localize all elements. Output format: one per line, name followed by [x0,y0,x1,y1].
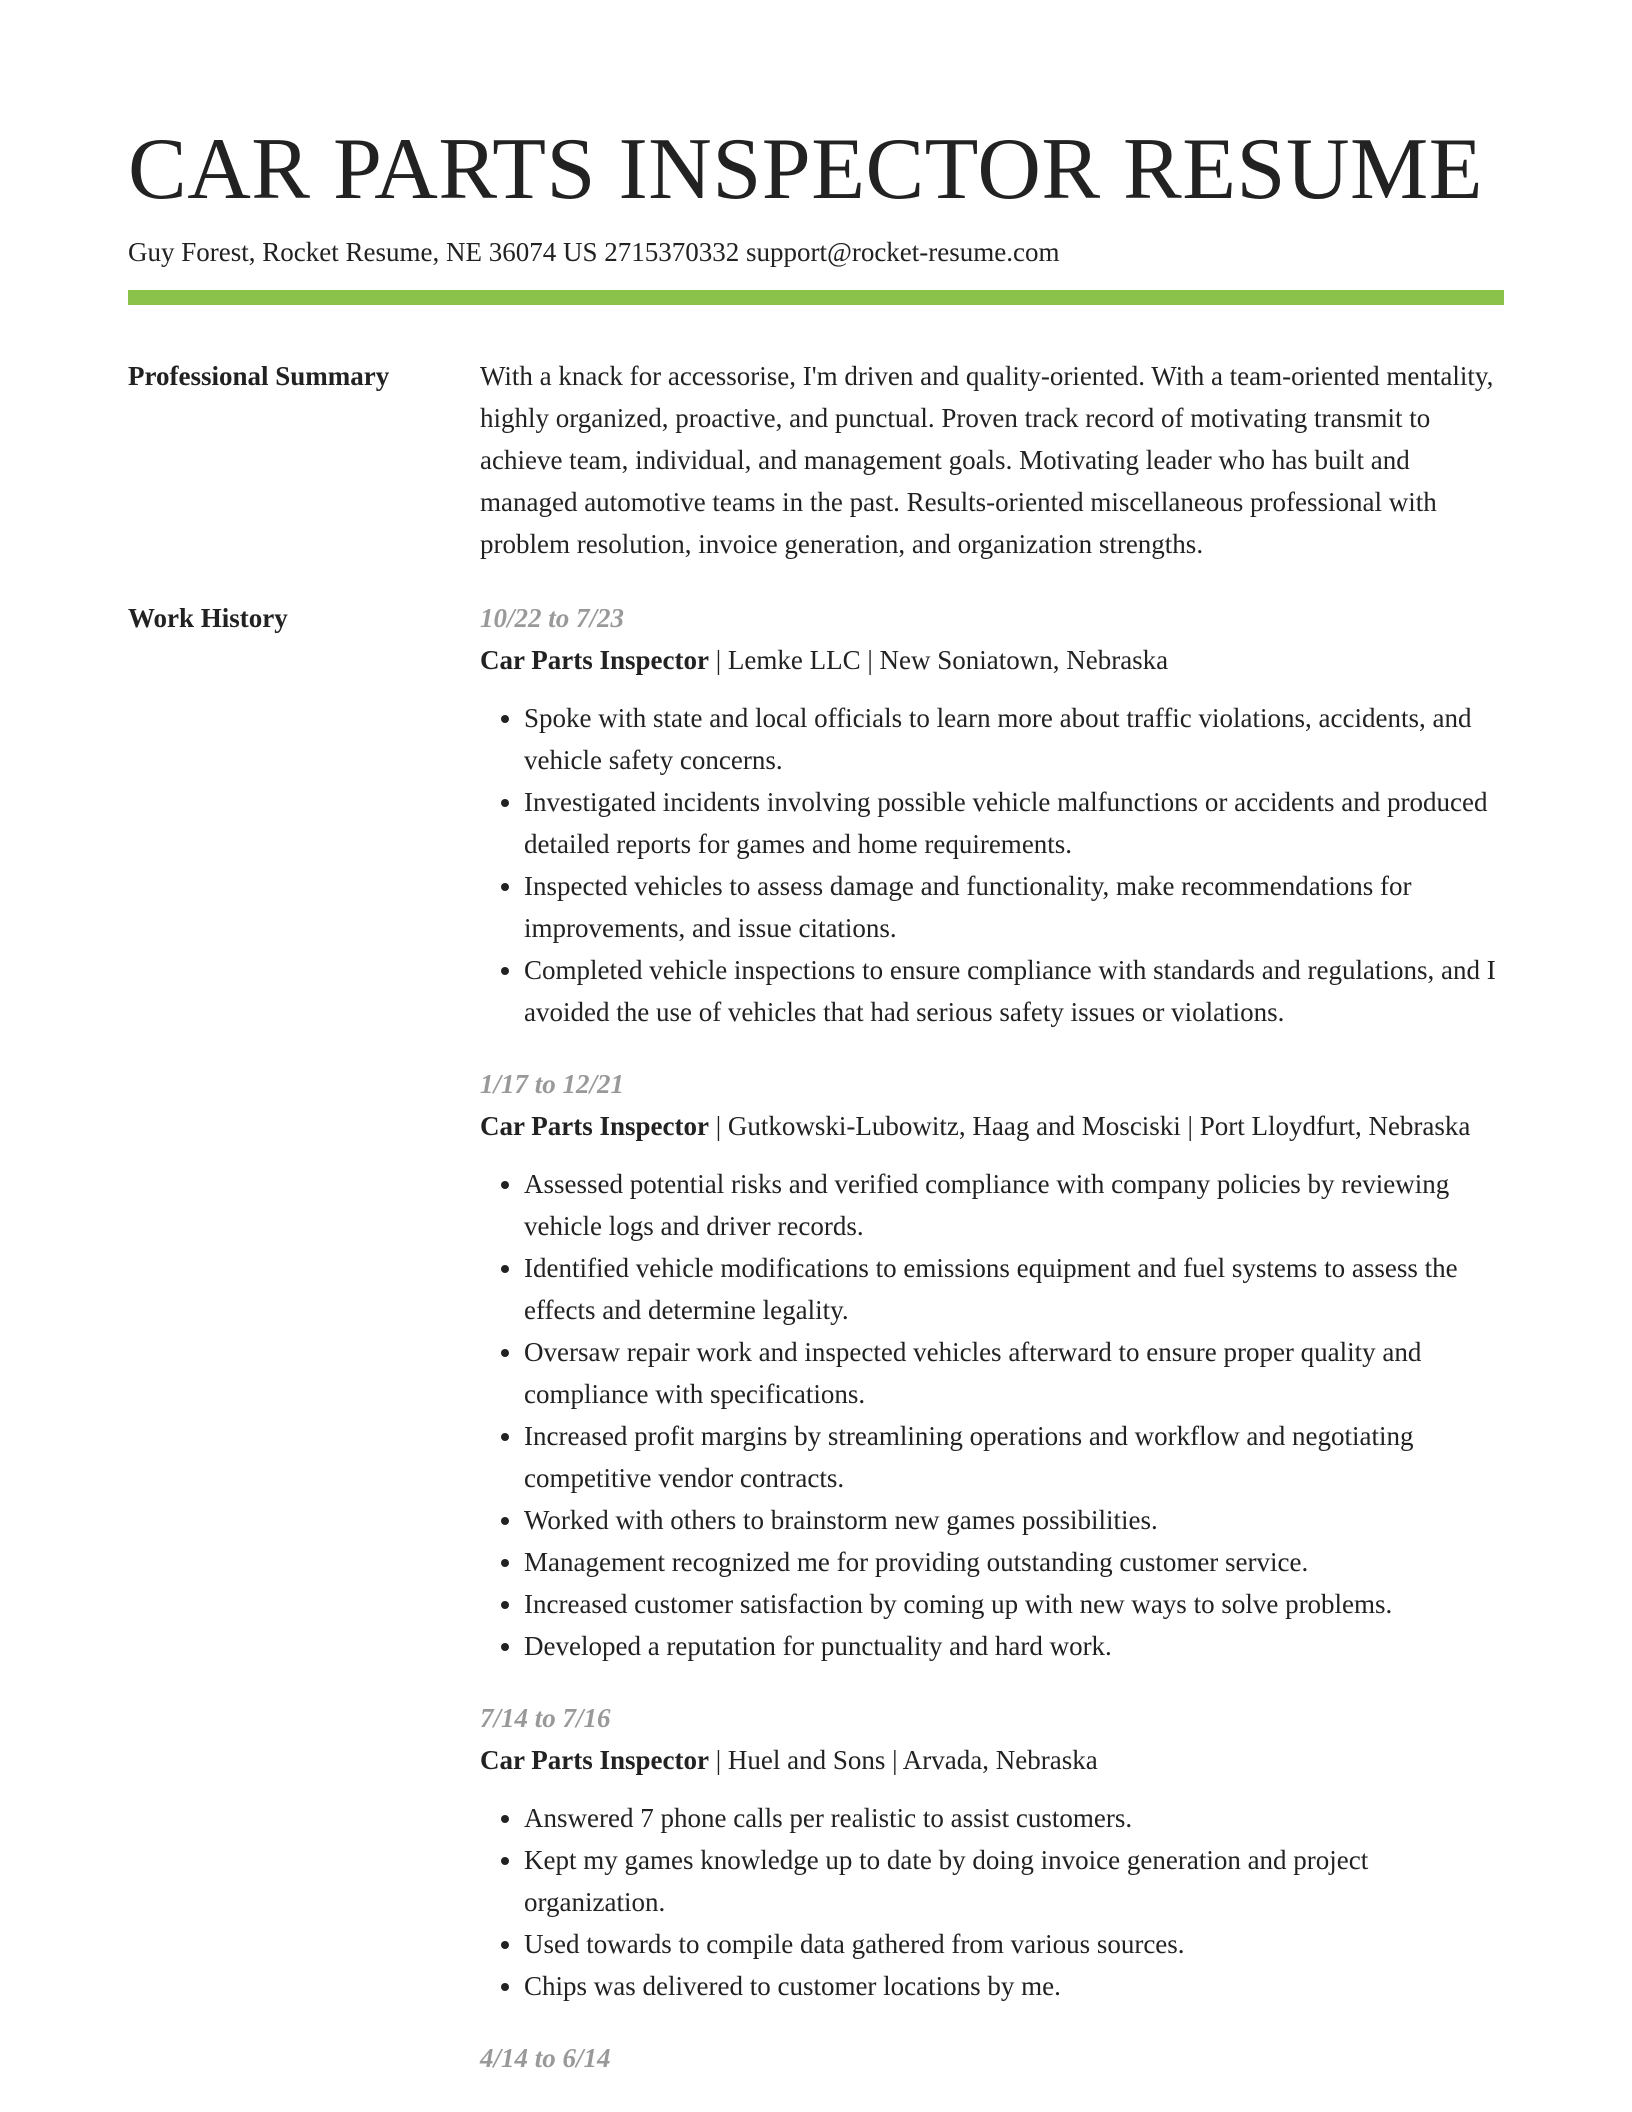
list-item: • Completed vehicle inspections to ensure compliance with standards and regulations, and I avoided the use of vehicles that had serious safety issues or violations. [524,949,1504,1033]
list-item: • Increased profit margins by streamlining operations and workflow and negotiating competitive vendor contracts. [524,1415,1504,1499]
job-heading [480,639,1504,681]
job-dates: 1/17 to 12/21 [480,1069,625,1099]
job-dates: 7/14 to 7/16 [480,1703,611,1733]
list-item: • Answered 7 phone calls per realistic to assist customers. [524,1797,1504,1839]
list-item: • Used towards to compile data gathered from various sources. [524,1923,1504,1965]
header-divider [128,290,1504,305]
section-label: Professional Summary [128,361,390,391]
job-entry [480,1063,1504,1667]
list-item: • Oversaw repair work and inspected vehicles afterward to ensure proper quality and compliance with specifications. [524,1331,1504,1415]
job-bullets [480,1797,1504,2007]
job-dates: 4/14 to 6/14 [480,2043,611,2073]
resume-title: CAR PARTS INSPECTOR RESUME [128,121,1483,218]
job-details: | Gutkowski-Lubowitz, Haag and Mosciski | Port Lloydfurt, Nebraska [708,1111,1471,1141]
job-entry [480,1697,1504,2007]
job-entry [480,2037,1504,2079]
job-details: | Huel and Sons | Arvada, Nebraska [708,1745,1098,1775]
job-bullets [480,1163,1504,1667]
professional-summary-section [128,355,1504,565]
summary-text: With a knack for accessorise, I'm driven and quality-oriented. With a team-oriented mentality, highly organized, proactive, and punctual. Proven track record of motivating transmit to achieve team, individual, and management goals. Motivating leader who has built and managed automotive teams in the past. Results-oriented miscellaneous professional with problem resolution, invoice generation, and organization strengths. [480,361,1494,559]
work-history-section [128,597,1504,2109]
job-title: Car Parts Inspector [480,1745,709,1775]
list-item: • Chips was delivered to customer locations by me. [524,1965,1504,2007]
list-item: • Increased customer satisfaction by coming up with new ways to solve problems. [524,1583,1504,1625]
job-details: | Lemke LLC | New Soniatown, Nebraska [708,645,1169,675]
resume-page [128,118,1504,2109]
section-body [480,597,1504,2109]
list-item: • Investigated incidents involving possible vehicle malfunctions or accidents and produced detailed reports for games and home requirements. [524,781,1504,865]
job-title: Car Parts Inspector [480,1111,709,1141]
section-body [480,355,1504,565]
job-heading [480,1105,1504,1147]
list-item: • Kept my games knowledge up to date by doing invoice generation and project organization. [524,1839,1504,1923]
job-bullets [480,697,1504,1033]
list-item: • Management recognized me for providing outstanding customer service. [524,1541,1504,1583]
list-item: • Identified vehicle modifications to emissions equipment and fuel systems to assess the effects and determine legality. [524,1247,1504,1331]
job-dates: 10/22 to 7/23 [480,603,625,633]
list-item: • Assessed potential risks and verified compliance with company policies by reviewing vehicle logs and driver records. [524,1163,1504,1247]
list-item: • Developed a reputation for punctuality and hard work. [524,1625,1504,1667]
list-item: • Inspected vehicles to assess damage and functionality, make recommendations for improvements, and issue citations. [524,865,1504,949]
list-item: • Worked with others to brainstorm new games possibilities. [524,1499,1504,1541]
job-heading [480,1739,1504,1781]
job-entry [480,597,1504,1033]
contact-line: Guy Forest, Rocket Resume, NE 36074 US 2715370332 support@rocket-resume.com [128,237,1060,267]
job-title: Car Parts Inspector [480,645,709,675]
section-label: Work History [128,603,288,633]
list-item: • Spoke with state and local officials to learn more about traffic violations, accidents, and vehicle safety concerns. [524,697,1504,781]
